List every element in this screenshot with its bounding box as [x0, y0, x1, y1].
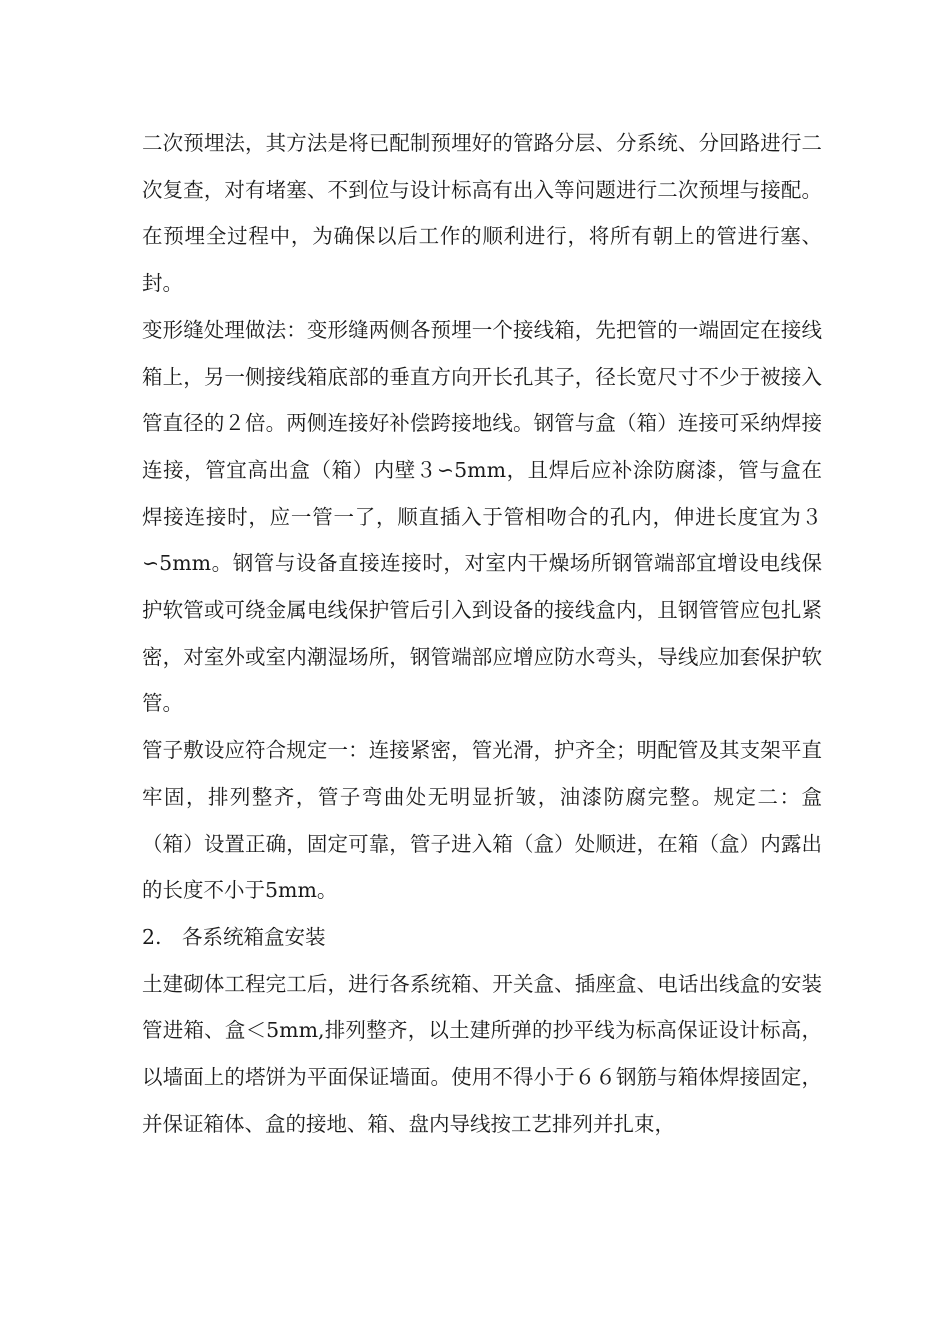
document-page	[142, 120, 822, 1147]
paragraph-secondary-embedding: 二次预埋法，其方法是将已配制预埋好的管路分层、分系统、分回路进行二次复查，对有堵塞、不到位与设计标高有出入等问题进行二次预埋与接配。在预埋全过程中，为确保以后工作的顺利进行，将所有朝上的管进行塞、封。	[142, 131, 822, 296]
paragraph-pipe-laying-rules: 管子敷设应符合规定一：连接紧密，管光滑，护齐全；明配管及其支架平直牢固，排列整齐，管子弯曲处无明显折皱，油漆防腐完整。规定二：盒（箱）设置正确，固定可靠，管子进入箱（盒）处顺进，在箱（盒）内露出的长度不小于5mm。	[142, 738, 822, 903]
paragraph-box-installation: 土建砌体工程完工后，进行各系统箱、开关盒、插座盒、电话出线盒的安装管进箱、盒＜5mm,排列整齐，以土建所弹的抄平线为标高保证设计标高，以墙面上的塔饼为平面保证墙面。使用不得小于６６钢筋与箱体焊接固定，并保证箱体、盒的接地、箱、盘内导线按工艺排列并扎束，	[142, 971, 822, 1136]
section-heading: 2. 各系统箱盒安装	[142, 924, 326, 949]
paragraph-expansion-joint: 变形缝处理做法：变形缝两侧各预埋一个接线箱，先把管的一端固定在接线箱上，另一侧接线箱底部的垂直方向开长孔其子，径长宽尺寸不少于被接入管直径的２倍。两侧连接好补偿跨接地线。钢管与盒（箱）连接可采纳焊接连接，管宜高出盒（箱）内壁３∽5mm，且焊后应补涂防腐漆，管与盒在焊接连接时，应一管一了，顺直插入于管相吻合的孔内，伸进长度宜为３∽5mm。钢管与设备直接连接时，对室内干燥场所钢管端部宜增设电线保护软管或可绕金属电线保护管后引入到设备的接线盒内，且钢管管应包扎紧密，对室外或室内潮湿场所，钢管端部应增应防水弯头，导线应加套保护软管。	[142, 317, 822, 716]
